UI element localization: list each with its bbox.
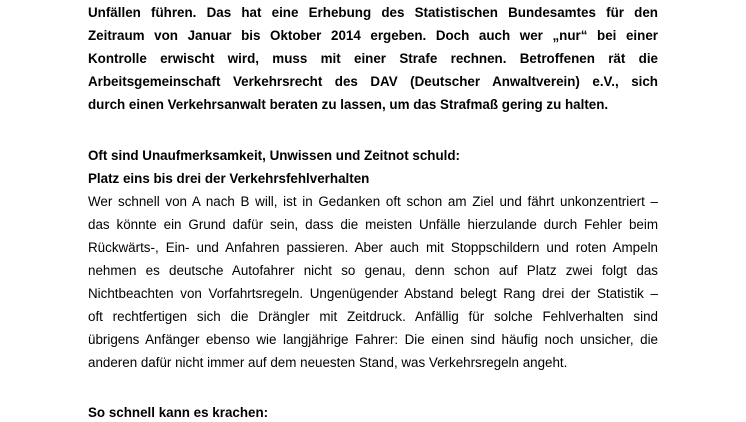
section1-heading-line2: Platz eins bis drei der Verkehrsfehlverhalten xyxy=(88,171,370,186)
section1-body-line-3: Rückwärts-, Ein- und Anfahren passieren. Aber auch mit Stoppschildern und roten Ampeln xyxy=(88,240,658,255)
section1-body-line-8: anderen dafür nicht immer auf dem neuesten Stand, was Verkehrsregeln angeht. xyxy=(88,355,568,370)
section2-heading: So schnell kann es krachen: xyxy=(88,405,269,420)
section1-body-line-6: oft rechtfertigen sich die Drängler mit Zeitdruck. Anfällig für solche Fehlverhalten sind xyxy=(88,309,658,324)
intro-line-1: Unfällen führen. Das hat eine Erhebung des Statistischen Bundesamtes für den xyxy=(88,5,658,20)
intro-line-4: Arbeitsgemeinschaft Verkehrsrecht des DAV (Deutscher Anwaltverein) e.V., sich xyxy=(88,74,658,89)
section1-body-line-4: nehmen es deutsche Autofahrer nicht so genau, denn schon auf Platz zwei folgt das xyxy=(88,263,658,278)
intro-line-2: Zeitraum von Januar bis Oktober 2014 ergeben. Doch auch wer „nur“ bei einer xyxy=(88,28,658,43)
section1-body-line-5: Nichtbeachten von Vorfahrtsregeln. Ungenügender Abstand belegt Rang drei der Statistik – xyxy=(88,286,658,301)
intro-line-5: durch einen Verkehrsanwalt beraten zu lassen, um das Strafmaß gering zu halten. xyxy=(88,97,609,112)
section1-heading-line1: Oft sind Unaufmerksamkeit, Unwissen und Zeitnot schuld: xyxy=(88,148,461,163)
section1-body-line-1: Wer schnell von A nach B will, ist in Gedanken oft schon am Ziel und fährt unkonzentriert – xyxy=(88,194,658,209)
section1-body-line-2: das könnte ein Grund dafür sein, dass die meisten Unfälle hierzulande durch Fehler beim xyxy=(88,217,658,232)
intro-line-3: Kontrolle erwischt wird, muss mit einer Strafe rechnen. Betroffenen rät die xyxy=(88,51,658,66)
section1-body-line-7: übrigens Anfänger ebenso wie langjährige Fahrer: Die einen sind häufig noch unsicher, die xyxy=(88,332,658,347)
